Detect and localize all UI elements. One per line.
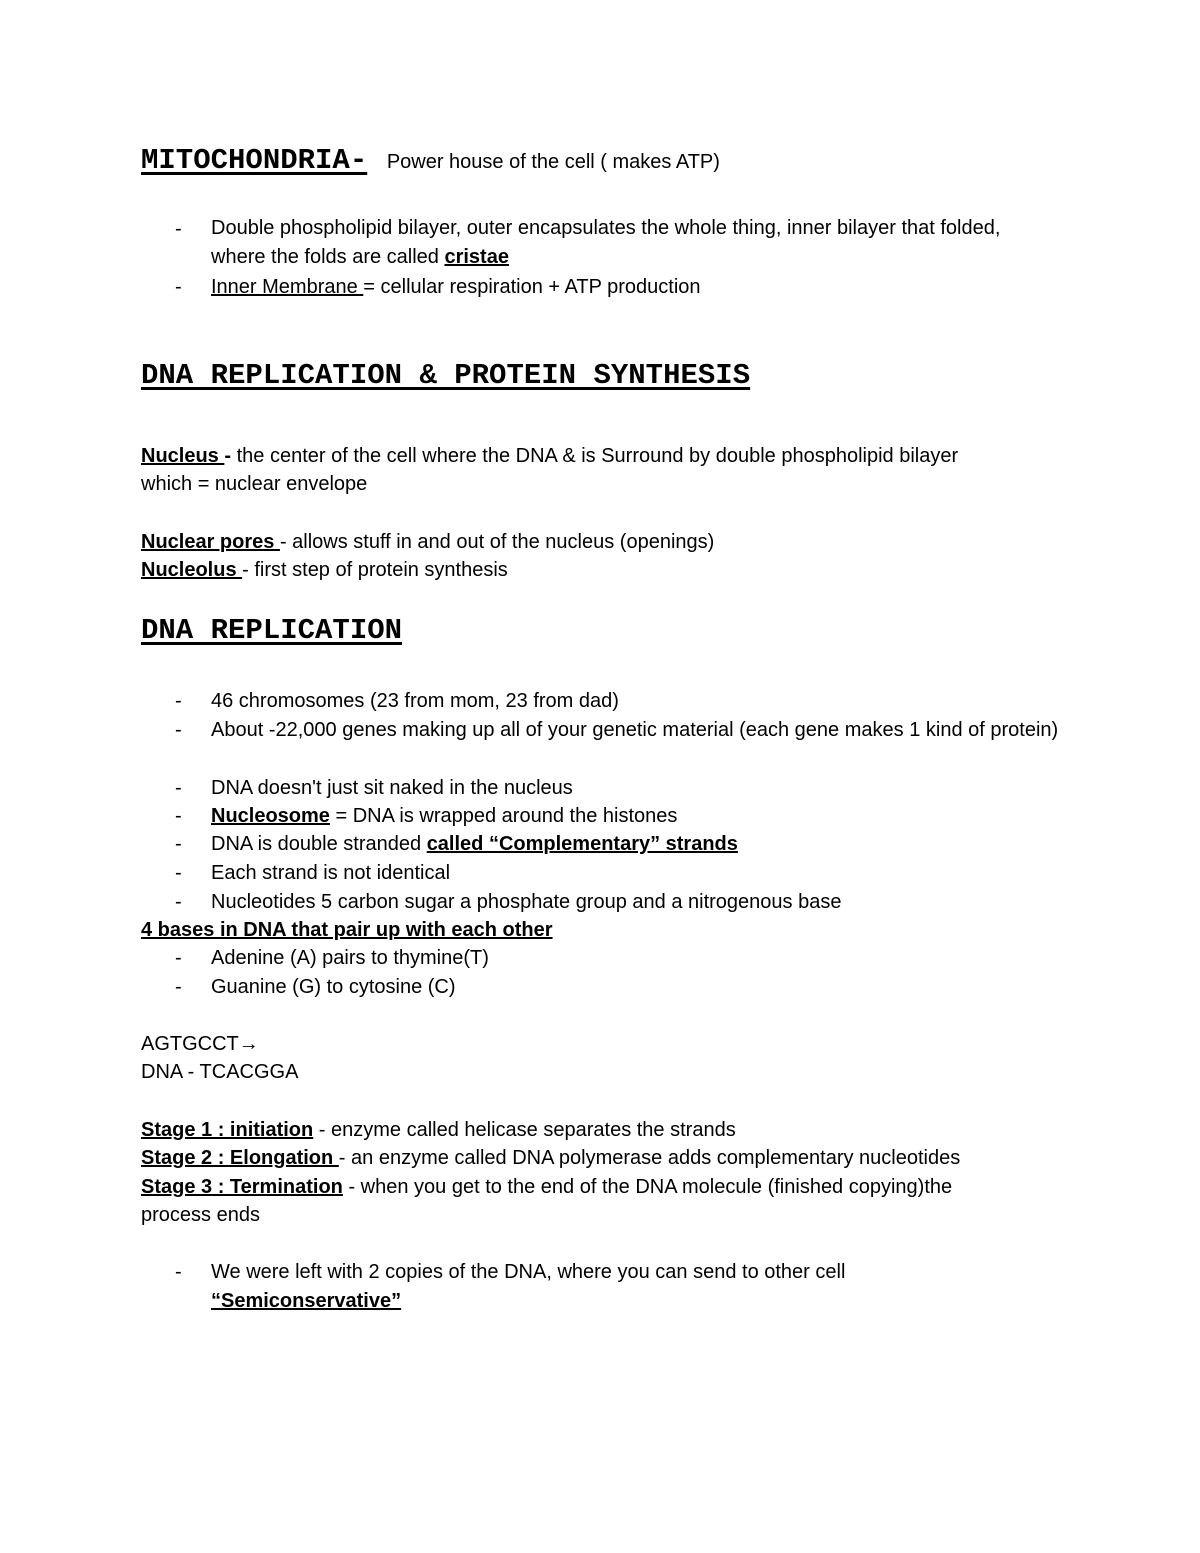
sequence-1: AGTGCCT→ xyxy=(141,1033,259,1055)
mito-bullet-1 xyxy=(211,214,1011,271)
dna-bullet-4-text: = DNA is wrapped around the histones xyxy=(329,805,678,827)
term-inner-membrane: Inner Membrane xyxy=(211,276,364,298)
term-stage-1: Stage 1 : initiation xyxy=(141,1119,314,1141)
dna-rep-heading: DNA REPLICATION xyxy=(141,614,403,647)
last-bullet-line-2 xyxy=(211,1287,1061,1316)
bullet-dash: - xyxy=(175,833,182,855)
nucleus-line-2: which = nuclear envelope xyxy=(141,473,368,495)
term-nuclear-pores: Nuclear pores xyxy=(141,531,280,553)
dna-rep-heading-line xyxy=(141,614,403,647)
last-bullet-line-1: We were left with 2 copies of the DNA, where you can send to other cell xyxy=(211,1261,846,1283)
mito-bullet-2 xyxy=(211,273,1061,302)
nucleolus-text: - first step of protein synthesis xyxy=(242,559,508,581)
stage-2-line xyxy=(141,1144,960,1172)
nucleus-line xyxy=(141,442,958,470)
bases-heading: 4 bases in DNA that pair up with each other xyxy=(141,919,553,941)
dna-bullet-4 xyxy=(211,802,1061,831)
term-complementary-strands: called “Complementary” strands xyxy=(426,833,738,855)
mito-heading-line xyxy=(141,144,720,177)
bullet-dash: - xyxy=(175,805,182,827)
dna-protein-heading-line xyxy=(141,359,751,392)
dna-bullet-3: DNA doesn't just sit naked in the nucleus xyxy=(211,777,573,799)
mito-heading: MITOCHONDRIA- xyxy=(141,144,368,177)
bullet-dash: - xyxy=(175,719,182,741)
dna-bullet-5-text: DNA is double stranded xyxy=(211,833,427,855)
stage-3-line xyxy=(141,1173,952,1201)
bullet-dash: - xyxy=(175,276,182,298)
mito-bullet-2-text: = cellular respiration + ATP production xyxy=(363,276,701,298)
mito-bullet-1-text: Double phospholipid bilayer, outer encapsulates the whole thing, inner bilayer that folded, where the folds are called xyxy=(211,217,1001,268)
term-nucleus: Nucleus xyxy=(141,445,225,467)
bullet-dash: - xyxy=(175,976,182,998)
base-pair-1: Adenine (A) pairs to thymine(T) xyxy=(211,947,489,969)
dna-bullet-1: 46 chromosomes (23 from mom, 23 from dad) xyxy=(211,690,619,712)
nucleus-dash: - xyxy=(224,445,232,467)
term-stage-2: Stage 2 : Elongation xyxy=(141,1147,339,1169)
bullet-dash: - xyxy=(175,947,182,969)
stage-1-text: - enzyme called helicase separates the strands xyxy=(313,1119,736,1141)
stage-3-line-2: process ends xyxy=(141,1204,260,1226)
dna-bullet-6: Each strand is not identical xyxy=(211,862,451,884)
bases-heading-line xyxy=(141,916,553,944)
stage-1-line xyxy=(141,1116,736,1144)
nuclear-pores-line xyxy=(141,528,714,556)
stage-3-text: - when you get to the end of the DNA molecule (finished copying)the xyxy=(342,1176,953,1198)
bullet-dash: - xyxy=(175,891,182,913)
mito-subtitle: Power house of the cell ( makes ATP) xyxy=(386,151,720,173)
bullet-dash: - xyxy=(175,1261,182,1283)
nucleus-text: the center of the cell where the DNA & is Surround by double phospholipid bilayer xyxy=(231,445,959,467)
base-pair-2: Guanine (G) to cytosine (C) xyxy=(211,976,456,998)
term-stage-3: Stage 3 : Termination xyxy=(141,1176,343,1198)
bullet-dash: - xyxy=(175,218,182,240)
sequence-2: DNA - TCACGGA xyxy=(141,1061,299,1083)
bullet-dash: - xyxy=(175,777,182,799)
bullet-dash: - xyxy=(175,862,182,884)
nucleolus-line xyxy=(141,556,508,584)
bullet-dash: - xyxy=(175,690,182,712)
dna-bullet-7: Nucleotides 5 carbon sugar a phosphate group and a nitrogenous base xyxy=(211,891,842,913)
stage-2-text: - an enzyme called DNA polymerase adds complementary nucleotides xyxy=(338,1147,961,1169)
term-nucleolus: Nucleolus xyxy=(141,559,243,581)
dna-bullet-2: About -22,000 genes making up all of your genetic material (each gene makes 1 kind of protein) xyxy=(211,719,1059,741)
nuclear-pores-text: - allows stuff in and out of the nucleus (openings) xyxy=(279,531,715,553)
term-cristae: cristae xyxy=(444,245,509,268)
term-semiconservative: “Semiconservative” xyxy=(211,1290,402,1312)
dna-bullet-5 xyxy=(211,830,1061,859)
term-nucleosome: Nucleosome xyxy=(211,805,330,827)
dna-protein-heading: DNA REPLICATION & PROTEIN SYNTHESIS xyxy=(141,359,751,392)
